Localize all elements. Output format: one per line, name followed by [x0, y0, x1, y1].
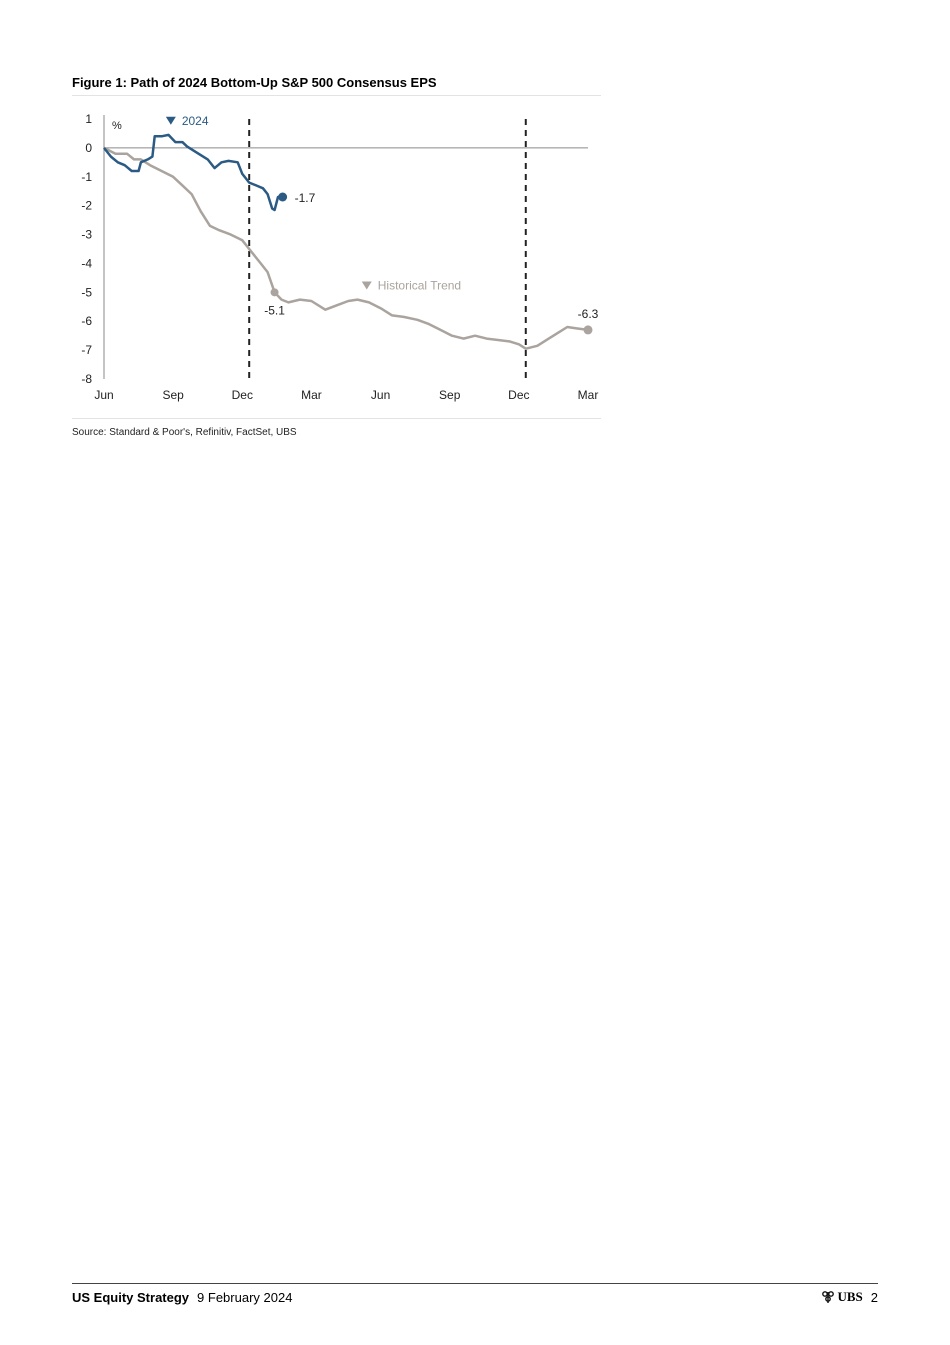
y-tick-label: -1: [81, 169, 92, 184]
x-tick-label: Jun: [94, 388, 114, 402]
series-2024-end-label: -1.7: [294, 191, 316, 205]
footer-right: [821, 1289, 878, 1305]
source-divider: [72, 418, 601, 419]
y-tick-label: 0: [85, 140, 92, 155]
brand-name: UBS: [837, 1289, 863, 1304]
title-divider: [72, 95, 601, 96]
legend-marker-historical: [362, 281, 372, 289]
page-number: 2: [870, 1289, 878, 1305]
footer-left: [72, 1290, 292, 1305]
y-tick-label: -8: [81, 372, 92, 386]
ubs-logo: [821, 1289, 862, 1305]
legend-label-2024: 2024: [181, 113, 209, 128]
x-tick-label: Sep: [162, 388, 184, 402]
series-2024-end-point: [278, 193, 287, 202]
figure-title: Figure 1: Path of 2024 Bottom-Up S&P 500 Consensus EPS: [72, 75, 437, 90]
historical-end-point: [584, 325, 593, 334]
series-line-historical: [104, 148, 588, 349]
x-tick-label: Mar: [577, 388, 599, 402]
y-tick-label: 1: [85, 112, 92, 126]
figure-source: Source: Standard & Poor's, Refinitiv, FactSet, UBS: [72, 427, 297, 438]
legend-marker-2024: [166, 117, 176, 125]
y-tick-label: -2: [81, 198, 92, 213]
footer-divider: [72, 1283, 878, 1284]
historical-feb-label: -5.1: [264, 303, 285, 318]
y-tick-label: -5: [81, 285, 92, 300]
x-tick-label: Jun: [370, 388, 391, 402]
y-unit-label: %: [112, 120, 122, 132]
report-name: US Equity Strategy: [72, 1290, 190, 1305]
y-tick-label: -7: [81, 343, 92, 358]
x-tick-label: Dec: [231, 388, 253, 402]
x-tick-label: Mar: [301, 388, 322, 402]
report-date: 9 February 2024: [197, 1290, 293, 1305]
legend-label-historical: Historical Trend: [377, 278, 462, 293]
historical-end-label: -6.3: [577, 306, 599, 321]
y-tick-label: -4: [81, 256, 92, 271]
y-tick-label: -3: [81, 227, 92, 242]
historical-feb-point: [271, 288, 279, 296]
x-tick-label: Sep: [439, 388, 461, 402]
keys-icon: [821, 1290, 835, 1304]
x-tick-label: Dec: [508, 388, 530, 402]
y-tick-label: -6: [81, 314, 92, 329]
eps-path-chart: [60, 105, 620, 410]
